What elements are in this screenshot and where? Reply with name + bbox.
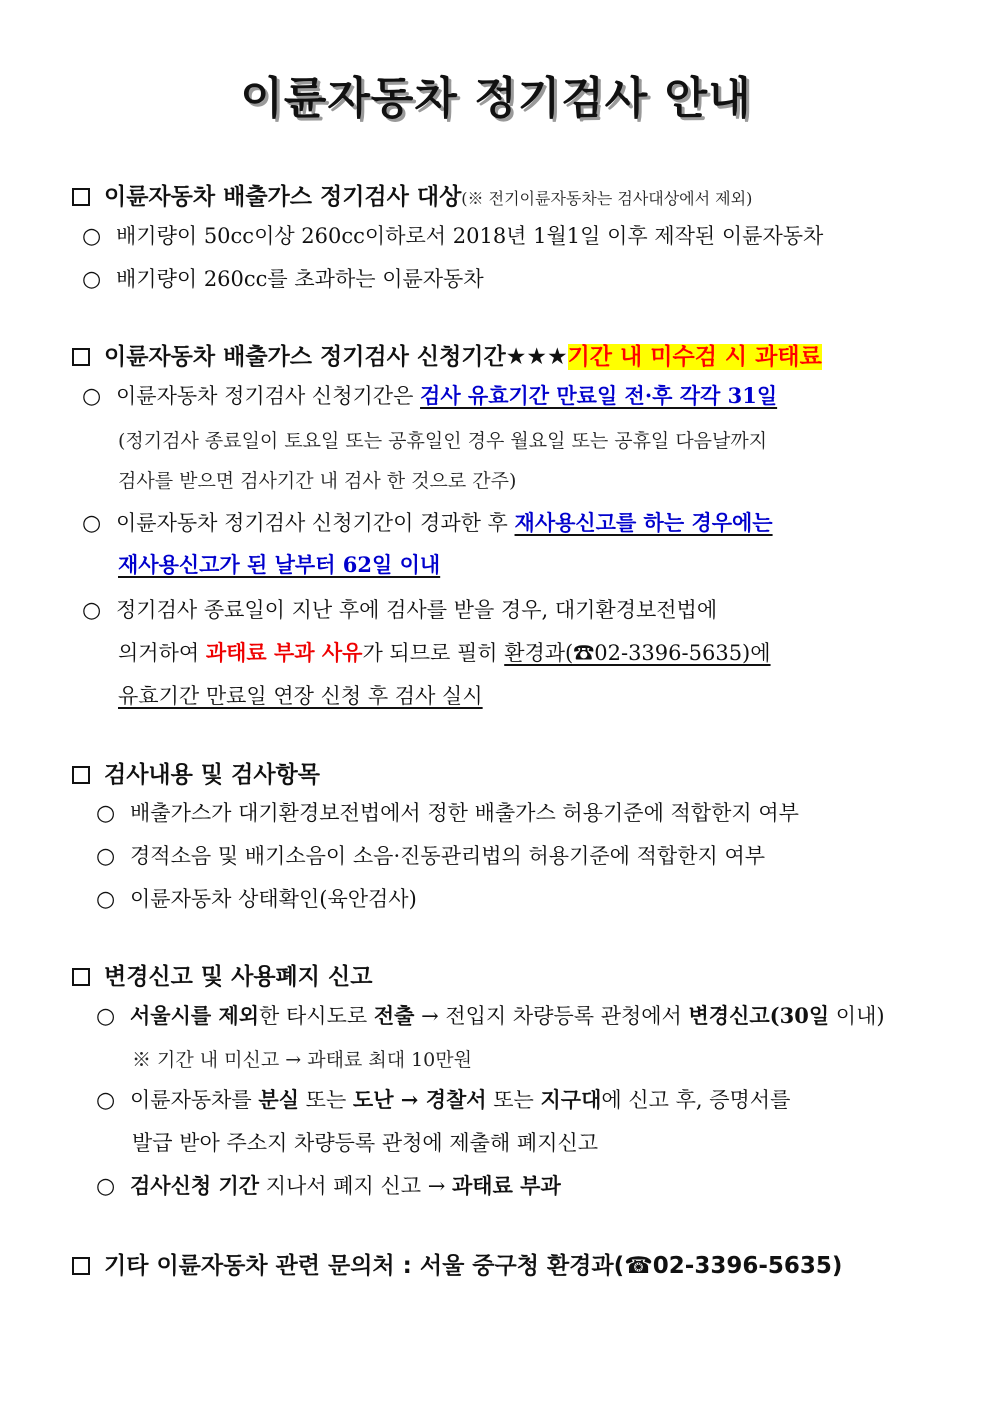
page-title: 이륜자동차 정기검사 안내 [240,73,752,124]
section1-item-2-text: 배기량이 260cc를 초과하는 이륜자동차 [116,267,484,291]
circle-bullet-icon: ○ [96,887,116,912]
section3-item-1-text: 배출가스가 대기환경보전법에서 정한 배출가스 허용기준에 적합한지 여부 [130,801,799,825]
section2-item-2 [82,507,773,537]
section2-item-3-prefix: 의거하여 [118,641,206,665]
circle-bullet-icon: ○ [82,384,102,409]
section4-item-1 [96,1000,885,1030]
section3-item-2 [96,840,765,870]
section4-item-1-a: 서울시를 제외 [130,1003,260,1028]
checkbox-square-icon [72,1257,90,1275]
section2-heading-text: 이륜자동차 배출가스 정기검사 신청기간★★★ [104,344,568,370]
section4-item-1-note: ※ 기간 내 미신고 → 과태료 최대 10만원 [132,1049,472,1071]
section4-item-2-b: 분실 [258,1087,299,1112]
section2-item-2-line-2 [118,549,440,579]
footer-contact-text: 기타 이륜자동차 관련 문의처 : 서울 중구청 환경과(☎02-3396-5635) [104,1253,843,1279]
circle-bullet-icon: ○ [82,511,102,536]
section4-item-3 [96,1170,561,1200]
circle-bullet-icon: ○ [96,1088,116,1113]
section4-item-2-a: 이륜자동차를 [130,1088,259,1112]
checkbox-square-icon [72,766,90,784]
section2-item-1-note-2: 검사를 받으면 검사기간 내 검사 한 것으로 간주) [118,470,517,492]
section2-warning: 기간 내 미수검 시 과태료 [567,344,822,370]
section2-heading [72,338,822,371]
circle-bullet-icon: ○ [82,598,102,623]
section1-item-1 [82,220,823,250]
section2-item-3-mid: 가 되므로 필히 [362,641,505,665]
section1-heading-text: 이륜자동차 배출가스 정기검사 대상 [104,184,462,210]
footer-contact [72,1247,842,1280]
section1-item-1-text: 배기량이 50cc이상 260cc이하로서 2018년 1월1일 이후 제작된 이륜자동차 [116,224,824,248]
circle-bullet-icon: ○ [96,844,116,869]
section3-heading-text: 검사내용 및 검사항목 [104,762,320,788]
section2-item-1-prefix: 이륜자동차 정기검사 신청기간은 [116,384,421,408]
section4-item-2-d: 도난 → 경찰서 [352,1087,487,1112]
section3-item-3-text: 이륜자동차 상태확인(육안검사) [130,887,417,911]
section1-item-2 [82,263,484,293]
section2-item-1 [82,380,777,410]
section4-heading [72,958,372,991]
section4-item-3-c: 과태료 부과 [452,1173,561,1198]
section4-item-3-b: 지나서 폐지 신고 → [259,1174,453,1198]
section4-item-3-a: 검사신청 기간 [130,1173,260,1198]
section4-heading-text: 변경신고 및 사용폐지 신고 [104,964,373,990]
section2-item-1-note-1: (정기검사 종료일이 토요일 또는 공휴일인 경우 월요일 또는 공휴일 다음날까지 [118,430,768,452]
circle-bullet-icon: ○ [82,224,102,249]
circle-bullet-icon: ○ [82,267,102,292]
section3-item-2-text: 경적소음 및 배기소음이 소음·진동관리법의 허용기준에 적합한지 여부 [130,844,766,868]
checkbox-square-icon [72,188,90,206]
section2-item-3-line-3 [118,680,483,710]
checkbox-square-icon [72,348,90,366]
section2-item-3-line-3-text: 유효기간 만료일 연장 신청 후 검사 실시 [118,684,483,708]
section2-item-3-red: 과태료 부과 사유 [205,640,363,665]
section2-item-3-contact: 환경과(☎02-3396-5635)에 [504,641,771,665]
section4-item-1-d: → 전입지 차량등록 관청에서 [414,1004,689,1028]
section4-item-1-c: 전출 [373,1003,415,1028]
section2-item-3-line-2 [118,637,771,667]
section2-item-1-emph: 검사 유효기간 만료일 전·후 각각 31일 [420,383,778,408]
circle-bullet-icon: ○ [96,1004,116,1029]
section3-item-1 [96,797,799,827]
section4-item-2-f: 지구대 [540,1087,602,1112]
section4-item-2-c: 또는 [298,1088,353,1112]
circle-bullet-icon: ○ [96,801,116,826]
section4-item-2-e: 또는 [486,1088,541,1112]
section3-item-3 [96,883,417,913]
section2-item-2-prefix: 이륜자동차 정기검사 신청기간이 경과한 후 [116,511,515,535]
section1-note: (※ 전기이륜자동차는 검사대상에서 제외) [461,189,753,208]
section2-item-2-emph-1: 재사용신고를 하는 경우에는 [514,510,773,535]
section2-item-3-line-1: 정기검사 종료일이 지난 후에 검사를 받을 경우, 대기환경보전법에 [116,598,718,622]
section4-item-2 [96,1084,790,1114]
checkbox-square-icon [72,968,90,986]
section3-heading [72,756,320,789]
section2-item-3 [82,594,717,624]
circle-bullet-icon: ○ [96,1174,116,1199]
section4-item-1-f: 이내) [829,1004,885,1028]
section1-heading [72,178,752,211]
section2-item-2-emph-2: 재사용신고가 된 날부터 62일 이내 [118,552,441,577]
section4-item-2-g: 에 신고 후, 증명서를 [601,1088,791,1112]
section4-item-1-b: 한 타시도로 [259,1004,374,1028]
section4-item-1-e: 변경신고(30일 [688,1003,830,1028]
section4-item-2-line-2: 발급 받아 주소지 차량등록 관청에 제출해 폐지신고 [132,1131,599,1155]
